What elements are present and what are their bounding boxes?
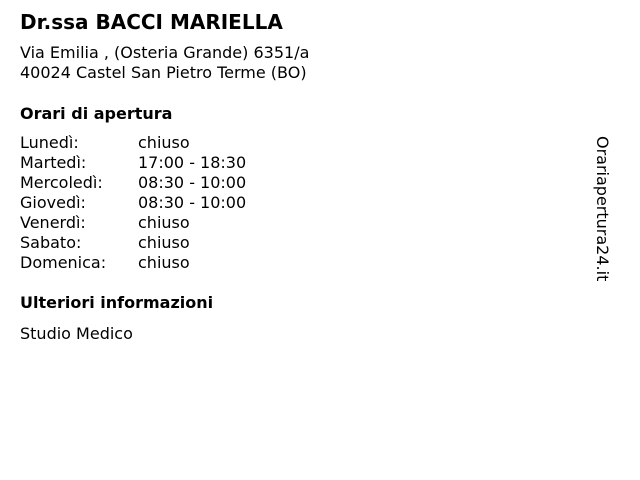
day-hours: chiuso: [138, 213, 190, 232]
opening-hours-list: [20, 133, 246, 273]
day-label: Venerdì:: [20, 213, 86, 232]
day-label: Giovedì:: [20, 193, 86, 212]
site-watermark: Orariapertura24.it: [593, 136, 612, 282]
page-title: Dr.ssa BACCI MARIELLA: [20, 10, 283, 34]
day-label: Domenica:: [20, 253, 107, 272]
further-info-heading: Ulteriori informazioni: [20, 293, 214, 312]
address-line-street: Via Emilia , (Osteria Grande) 6351/a: [20, 43, 310, 62]
address-line-city: 40024 Castel San Pietro Terme (BO): [20, 63, 307, 82]
day-hours: chiuso: [138, 133, 190, 152]
day-hours: chiuso: [138, 233, 190, 252]
day-hours: chiuso: [138, 253, 190, 272]
hours-row-lunedi: [20, 133, 246, 153]
day-label: Sabato:: [20, 233, 82, 252]
hours-row-domenica: [20, 253, 246, 273]
day-hours: 17:00 - 18:30: [138, 153, 247, 172]
hours-row-mercoledi: [20, 173, 246, 193]
hours-row-sabato: [20, 233, 246, 253]
day-label: Lunedì:: [20, 133, 79, 152]
opening-hours-heading: Orari di apertura: [20, 104, 173, 123]
hours-row-martedi: [20, 153, 246, 173]
hours-row-venerdi: [20, 213, 246, 233]
further-info-text: Studio Medico: [20, 324, 133, 343]
day-hours: 08:30 - 10:00: [138, 193, 247, 212]
day-hours: 08:30 - 10:00: [138, 173, 247, 192]
day-label: Mercoledì:: [20, 173, 103, 192]
address: [20, 43, 309, 83]
hours-row-giovedi: [20, 193, 246, 213]
day-label: Martedì:: [20, 153, 87, 172]
